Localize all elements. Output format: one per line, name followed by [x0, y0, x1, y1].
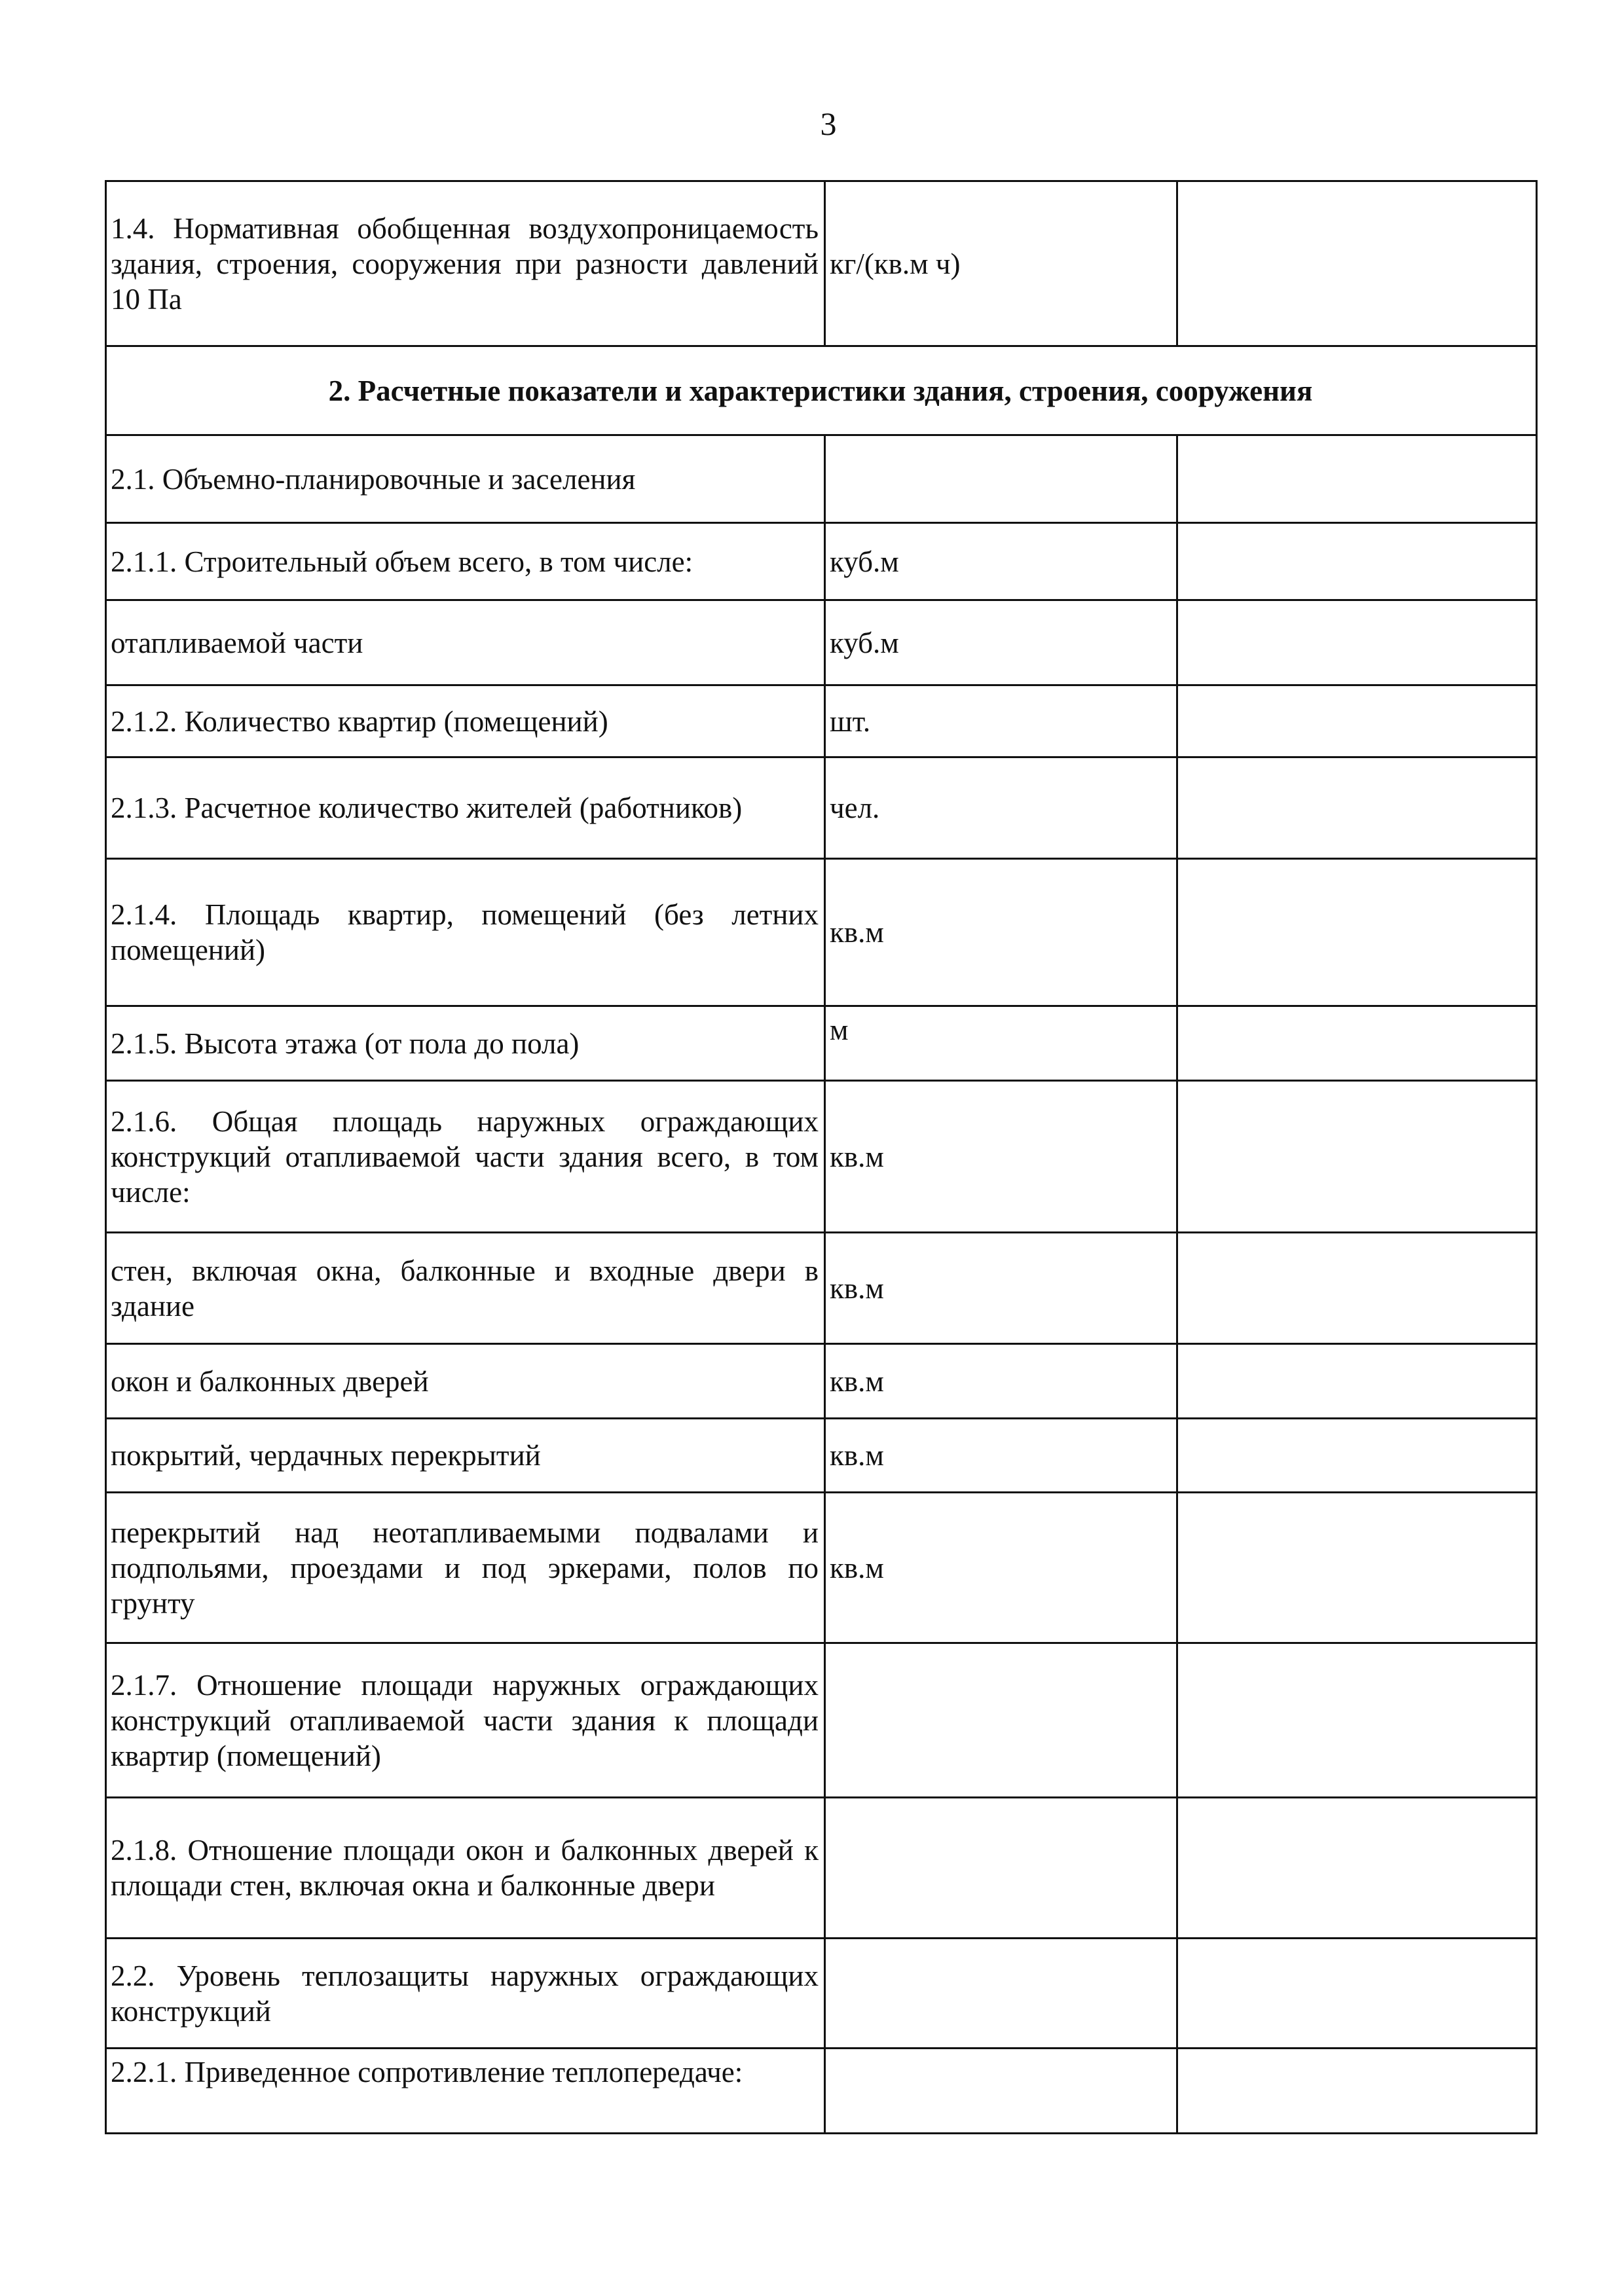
indicator-name: 2.2. Уровень теплозащиты наружных ограждающих конструкций	[106, 1939, 825, 2049]
table-row	[106, 1939, 1537, 2049]
indicator-value[interactable]	[1177, 1233, 1537, 1344]
indicator-value[interactable]	[1177, 181, 1537, 346]
indicator-value[interactable]	[1177, 1939, 1537, 2049]
indicator-value[interactable]	[1177, 1006, 1537, 1081]
indicator-value[interactable]	[1177, 600, 1537, 685]
indicator-unit: кв.м	[825, 1493, 1177, 1643]
indicator-value[interactable]	[1177, 1081, 1537, 1233]
indicator-value[interactable]	[1177, 1493, 1537, 1643]
indicator-name: перекрытий над неотапливаемыми подвалами и подпольями, проездами и под эркерами, полов по грунту	[106, 1493, 825, 1643]
indicator-unit: шт.	[825, 685, 1177, 757]
indicator-value[interactable]	[1177, 1798, 1537, 1939]
indicator-unit: куб.м	[825, 600, 1177, 685]
indicator-value[interactable]	[1177, 1643, 1537, 1798]
indicator-unit: чел.	[825, 757, 1177, 859]
table-row	[106, 859, 1537, 1006]
indicator-name: 2.1.2. Количество квартир (помещений)	[106, 685, 825, 757]
table-row	[106, 181, 1537, 346]
table-row	[106, 1419, 1537, 1493]
indicator-value[interactable]	[1177, 685, 1537, 757]
table-row	[106, 685, 1537, 757]
table-row	[106, 1081, 1537, 1233]
indicator-name: окон и балконных дверей	[106, 1344, 825, 1419]
indicator-unit: кв.м	[825, 1233, 1177, 1344]
table-row	[106, 757, 1537, 859]
table-row	[106, 1006, 1537, 1081]
indicator-name: 2.1.6. Общая площадь наружных ограждающих конструкций отапливаемой части здания всего, в том числе:	[106, 1081, 825, 1233]
indicator-name: 2.1.1. Строительный объем всего, в том числе:	[106, 523, 825, 600]
table-row	[106, 1233, 1537, 1344]
indicator-unit: кг/(кв.м ч)	[825, 181, 1177, 346]
indicator-unit: куб.м	[825, 523, 1177, 600]
indicator-name: покрытий, чердачных перекрытий	[106, 1419, 825, 1493]
indicators-table	[105, 180, 1538, 2134]
indicator-name: 2.1.5. Высота этажа (от пола до пола)	[106, 1006, 825, 1081]
indicator-name: отапливаемой части	[106, 600, 825, 685]
indicator-name: 2.1.7. Отношение площади наружных ограждающих конструкций отапливаемой части здания к площади квартир (помещений)	[106, 1643, 825, 1798]
indicator-unit: кв.м	[825, 1081, 1177, 1233]
table-row	[106, 435, 1537, 523]
indicator-name: 2.1.8. Отношение площади окон и балконных дверей к площади стен, включая окна и балконные двери	[106, 1798, 825, 1939]
indicator-unit: кв.м	[825, 859, 1177, 1006]
indicator-name: 2.1. Объемно-планировочные и заселения	[106, 435, 825, 523]
indicator-value[interactable]	[1177, 523, 1537, 600]
section-row	[106, 346, 1537, 435]
indicator-name: стен, включая окна, балконные и входные двери в здание	[106, 1233, 825, 1344]
table-row	[106, 1344, 1537, 1419]
indicator-value[interactable]	[1177, 757, 1537, 859]
table-row	[106, 2049, 1537, 2134]
indicator-unit	[825, 1643, 1177, 1798]
indicator-value[interactable]	[1177, 859, 1537, 1006]
section-heading: 2. Расчетные показатели и характеристики здания, строения, сооружения	[106, 346, 1537, 435]
indicator-value[interactable]	[1177, 2049, 1537, 2134]
indicator-value[interactable]	[1177, 1344, 1537, 1419]
indicator-unit: кв.м	[825, 1419, 1177, 1493]
indicator-unit	[825, 2049, 1177, 2134]
indicator-value[interactable]	[1177, 1419, 1537, 1493]
indicator-unit	[825, 1798, 1177, 1939]
indicator-name: 2.1.3. Расчетное количество жителей (работников)	[106, 757, 825, 859]
indicator-unit: кв.м	[825, 1344, 1177, 1419]
indicator-unit: м	[825, 1006, 1177, 1081]
table-row	[106, 1643, 1537, 1798]
indicator-value[interactable]	[1177, 435, 1537, 523]
indicator-name: 2.2.1. Приведенное сопротивление теплопередаче:	[106, 2049, 825, 2134]
table-row	[106, 1798, 1537, 1939]
page-number: 3	[820, 105, 837, 142]
indicator-unit	[825, 1939, 1177, 2049]
table-row	[106, 600, 1537, 685]
indicator-name: 1.4. Нормативная обобщенная воздухопроницаемость здания, строения, сооружения при разности давлений 10 Па	[106, 181, 825, 346]
indicator-unit	[825, 435, 1177, 523]
indicator-name: 2.1.4. Площадь квартир, помещений (без летних помещений)	[106, 859, 825, 1006]
table-row	[106, 523, 1537, 600]
table-row	[106, 1493, 1537, 1643]
